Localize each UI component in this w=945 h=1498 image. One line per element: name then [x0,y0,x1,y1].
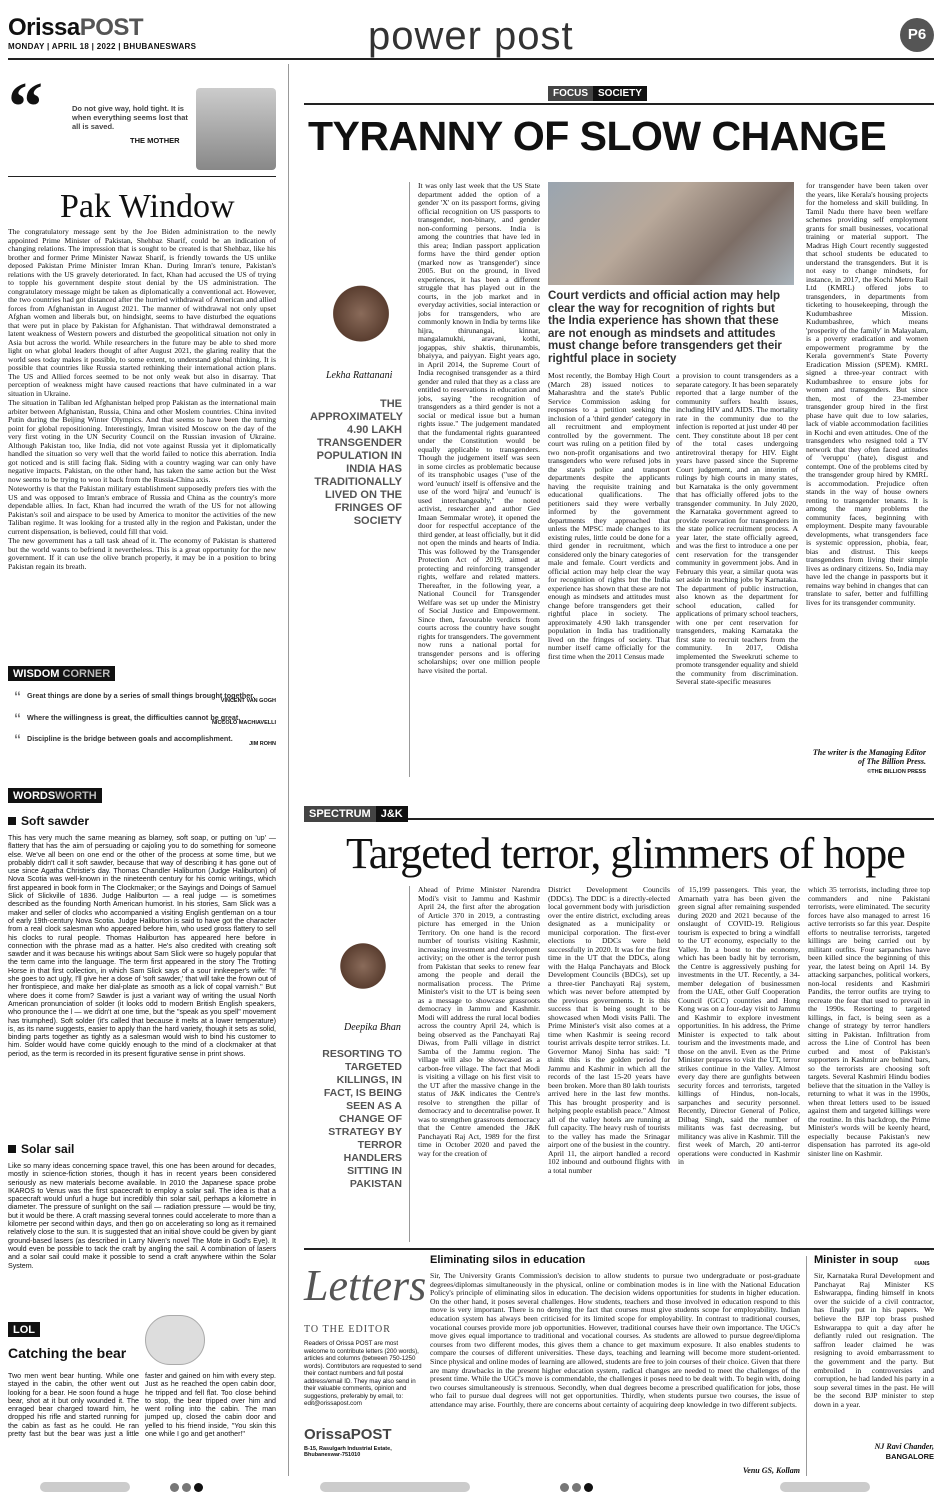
wisdom-author: JIM ROHN [249,741,276,747]
letters-logo: Letters [304,1261,427,1310]
header-label: LOL [8,1322,40,1337]
quote-icon: “ [14,688,21,704]
focus-tag: FOCUS SOCIETY [548,86,647,101]
lol-body: Two men went bear hunting. While one stayed in the cabin, the other went out looking for a bear. He soon found a huge bear, shot at it but only wounded it. The enraged bear charged toward him, he dropped his rifle and started running for the cabin as fast as he could. He ran pretty fast but the bear was just a little faster and gained on him with every step. Just as he reached the open cabin door, he tripped and fell flat. Too close behind to stop, the bear tripped over him and went rolling into the cabin. The man jumped up, closed the cabin door and yelled to his friend inside, "You skin this one while I go and get another!" [8,1372,276,1439]
author-name: Lekha Rattanani [326,370,393,381]
brand-name-a: Orissa [8,14,80,41]
column-divider [806,1256,807,1476]
protest-photo [548,182,794,285]
author-photo [326,280,396,364]
print-mark [194,1483,203,1492]
author-photo [196,88,276,170]
brand-logo [8,14,143,42]
spectrum-column: which 35 terrorists, including three top commanders and nine Pakistani terrorists, were eliminated. The security forces have also managed to arrest 16 active terrorists so far this year. Despite efforts to neutralise terrorists, targeted killings are being carried out by militant outfits. Four sarpanches have been killed since the beginning of this year, the latest being on April 14. By attacking sarpanches, political workers, non-local residents and Kashmiri Pandits, the terror outfits are trying to recreate the fear that used to prevail in the 1990s. Resorting to targeted killings, in fact, is being seen as a change of strategy by terror handlers sitting in Pakistan. Infiltration from across the Line of Control has been curbed and most of Pakistan's supporters in Kashmir are behind bars, so the terrorists are choosing soft targets. Several Kashmiri Hindu bodies believe that the situation in the Valley is returning to what it was in the 1990s, when threat letters used to be issued against them and targeted killings were the routine. In this backdrop, the Prime Minister's words will be keenly heard, especially because Pakistan's new dispensation has parroted its age-old sinister line on Kashmir. [808,886,930,1158]
letters-brand: OrissaPOST [304,1426,392,1443]
focus-column: It was only last week that the US State department added the option of a gender 'X' on its passport forms, giving official recognition on US passports to transgender, non-binary, and gender non-conforming persons. India is among the countries that have led in this area; Indian passport application forms have the third gender option (marked now as 'transgender') since 2005. But on the ground, in lived experiences, it has been a different struggle that has played out in the courts, in the job market and in everyday activities, social interaction or jobs for transgenders, who are commonly known in India by terms like hijra, thirunangai, kinnar, mangalamukhi, aravani, kothi, jogappas, shiv shaktis, thirunambis, bhaiyya, and paiyyan. Eight years ago, in April 2014, the Supreme Court of India recognised transgender as a third gender and ruled that they as a class are entitled to reservations in education and jobs, saying "the recognition of transgenders as a third gender is not a social or medical issue but a human rights issue." The judgement mandated that the fundamental rights guaranteed under the Constitution would be equally applicable to transgenders. Though the judgement itself was seen in some circles as problematic because of its transphobic usages ("use of the word 'eunuch' itself is offensive and the use of the word 'hijra' and 'eunuch' is used interchangeably," the noted activist, researcher and author Gee Imaan Semmalar wrote), it opened the door for respectful acceptance of the third gender, at least officially, but it did not open the minds and hearts of India. This was followed by the Transgender Protection Act of 2019, aimed at protecting and reinforcing transgender rights, welfare and related matters. Thereafter, in the following year, a National Council for Transgender Welfare was set up under the Ministry of Social Justice and Empowerment. Since then, favourable verdicts from courts across the country have sought rights for transgenders. The government now runs a national portal for transgender persons and is offering scholarships; over one million people have visited the portal. [418,182,540,675]
letters-address: B-15, Rasulgarh Industrial Estate, Bhubaneswar-751010 [304,1446,392,1458]
column-divider [409,886,410,1242]
print-mark [780,1482,870,1492]
laughing-face-icon [145,1315,205,1365]
print-mark [560,1483,569,1492]
letters-rule [304,1248,934,1250]
brand-name-b: POST [79,14,144,41]
spectrum-column: of 15,199 passengers. This year, the Amarnath yatra has been given the green signal after remaining suspended during 2020 and 2021 because of the onslaught of COVID-19. Religious tourism is expected to bring a windfall to the UT economy, especially to the Valley. In a boost to the economy, which has been badly hit by terrorism, the Centre is aggressively pushing for investments in the UT. Recently, a 34-member delegation of businessmen from the UAE, other Gulf Cooperation Council (GCC) countries and Hong Kong was on a four-day visit to Jammu and Kashmir to explore investment opportunities. In his address, the Prime Minister is expected to talk about tourism and the investments made, and those on the anvil. Even as the Prime Minister prepares to visit the UT, terror strikes continue in the Valley. Almost every day there are gunfights between security forces and terrorists, targeted killings of Hindus, non-locals, sarpanches and security personnel. Recently, Director General of Police, Dilbag Singh, said the number of militants was fast decreasing, but militancy was alive in Kashmir. Till the first week of March, 20 anti-terror operations were conducted in Kashmir in [678,886,800,1166]
print-mark [40,1482,130,1492]
column-divider [288,64,289,1476]
quote-icon: “ [14,710,21,726]
divider [8,176,276,177]
quote-icon: “ [14,731,21,747]
focus-headline: TYRANNY OF SLOW CHANGE [308,113,887,159]
focus-column: a provision to count transgenders as a separate category. It has been separately reported that a large number of the community suffers health issues, including HIV and AIDS. The mortality rate in the community due to the infection is reported at just under 40 per cent. They constitute about 18 per cent of the total cases undergoing antiretroviral therapy for HIV. Eight years have passed since the Supreme Court judgement, and an interim of rulings by high courts in many states, but Karnataka is the only government that has officially offered jobs to the transgender community. In July 2020, the Karnataka government agreed to provide reservation for transgenders in the state police recruitment process. A year later, the state officially agreed, and was the first to introduce a one per cent reservation for the transgender community in government jobs. And in February this year, a similar quota was set aside in teaching jobs by Karnataka. The department of public instruction, also known as the department for school education, called for applications of primary school teachers, with one per cent reservation for transgenders, making Karnataka the first state to recruit teachers from the community. In 2017, Odisha implemented the Sweekruti scheme to promote transgender equality and shield the community from discrimination. Several state-specific measures [676,372,798,686]
focus-rule [304,103,934,105]
spectrum-tag: SPECTRUM J&K [304,806,408,822]
focus-column: Most recently, the Bombay High Court (March 28) issued notices to Maharashtra and the state's Public Service Commission asking for responses to a petition seeking the inclusion of a 'third gender' category in all recruitment and employment controlled by the government. The court was ruling on a petition filed by two non-profit organisations and two transgenders who were refused jobs in the state's police and transport departments despite the applicants having the requisite training and educational qualifications. The petitioners said they were verbally informed by the government departments they approached that unless the MPSC made changes to its existing rules, little could be done for a third gender in recruitment, which considered only the binary categories of male and female. Court verdicts and official action may help clear the way for recognition of rights but the India experience has shown that these are not enough as mindsets and attitudes must change before transgenders get their rightful place in society. The approximately 4.90 lakh transgender population in India has traditionally lived on the fringes of society. That number itself came officially for the first time when the 2011 Census made [548,372,670,661]
pull-quote: THE APPROXIMATELY 4.90 LAKH TRANSGENDER POPULATION IN INDIA HAS TRADITIONALLY LIVED ON THE FRINGES OF SOCIETY [310,398,403,527]
letter-body: Sir, Karnataka Rural Development and Panchayat Raj Minister KS Eshwarappa, finding himself in knots over the suicide of a civil contractor, has finally put in his papers. We believe the BJP top brass pushed Eshwarappa to quit a day after he defiantly ruled out resignation. The saffron leader claimed he was resigning to avoid embarrassment to the government and the party. But embroiled in controversies and corruption, he had landed his party in a soup several times in the past. He will be the second BJP minister to step down in a year. [814,1272,934,1409]
spectrum-column: District Development Councils (DDCs). The DDC is a directly-elected local government body with jurisdiction over the entire district, excluding areas designated as a municipality or municipal corporation. The first-ever elections to DDCs were held successfully in 2020. It was for the first time in the UT that the DDCs, along with the Halqa Panchayats and Block Development Councils (BDCs), set up a three-tier Panchayati Raj system, which was never before attempted by the previous governments. It is this success that is being sought to be showcased when Modi visits Palli. The Prime Minister's visit also comes at a time when Kashmir is seeing record tourist arrivals despite terror strikes. Lt. Governor Manoj Sinha has said: "I think this is the golden period for Jammu and Kashmir in which all the records of the last 15-20 years have been broken. More than 80 lakh tourists arrived here in the last few months. This has brought prosperity and is helping people establish peace." Almost all of the valley hotels are running at full capacity. The heavy rush of tourists to the valley has made the Srinagar airport one of the busiest in the country. April 11, the airport handled a record 102 inbound and outbound flights with a total number [548,886,670,1175]
wisdom-item: “ Discipline is the bridge between goals and accomplishment. [14,731,233,747]
pak-window-title: Pak Window [60,188,235,225]
print-mark [572,1483,581,1492]
quote-author: THE MOTHER [130,136,180,145]
bullet-icon [8,1145,16,1153]
letter-heading: Minister in soup [814,1254,899,1266]
section-title: power post [368,14,574,58]
wisdom-author: VINCENT VAN GOGH [220,698,276,704]
pak-para: The new government has a tall task ahead of it. The economy of Pakistan is shattered but the world wants to befriend it nevertheless. This is a great opportunity for the new government. If it can use the olive branch properly, it may be in a position to bring Pakistan regain its breath. [8,537,276,571]
pak-window-body [8,228,276,646]
wisdom-author: NICCOLO MACHIAVELLI [211,720,276,726]
print-mark [320,1482,470,1492]
focus-author-note: The writer is the Managing Editor of The Billion Press. [812,748,926,766]
header-label: WISDOM CORNER [8,666,115,681]
letter-signature: NJ Ravi Chander, [874,1442,934,1451]
quote-icon: “ [8,69,43,146]
spectrum-column: Ahead of Prime Minister Narendra Modi's visit to Jammu and Kashmir April 24, the first after the abrogation of Article 370 in 2019, a contrasting picture has emerged in the Union Territory. On one hand is the record number of tourists visiting Kashmir, increasing investment and development activity; on the other is the terror push from Pakistan that seeks to renew fear among the people and derail the normalisation process. The Prime Minister's visit to the UT is being seen as a message to showcase grassroots democracy in Jammu and Kashmir. Modi will address the rural local bodies across the country April 24, which is being observed as the Panchayati Raj Diwas, from Palli village in district Samba of the Jammu region. The village will also be showcased as a carbon-free village. The fact that Modi is visiting a village on his first visit to the UT after the massive change in the status of J&K indicates the Centre's resolve to strengthen the pillar of democracy and to decentralise power. It was to strengthen grassroots democracy that the Centre amended the J&K Panchayati Raj Act, 1989 for the first time in October 2020 and paved the way for the creation of [418,886,540,1158]
spectrum-headline: Targeted terror, glimmers of hope [346,829,905,878]
soft-sawder-title: Soft sawder [8,814,89,828]
soft-sawder-body: This has very much the same meaning as blarney, soft soap, or putting on 'up' — flattery that has the aim of persuading or cajoling you to do something for someone else. We've all been on one end or the other of the process at some time, but we probably didn't call it soft sawder, because that way of describing it has gone out of use since Agatha Christie's day. Thomas Chandler Haliburton (Judge Haliburton) of Nova Scotia was well-known in the nineteenth century for his comic writings, which first appeared in book form in The Clockmaker; or the Sayings and Doings of Samuel Slick of Slickville of 1836. Judge Haliburton — a real judge — is sometimes described as the founding North American humorist. In his stories, Sam Slick was a maker and seller of clocks who accompanied a visiting English gentleman on a tour of early 19th-century Nova Scotia. Judge Haliburton is said to have got the character from a real clock salesman who appeared before him, who used gross flattery to sell his clocks to rural people. Thomas Haliburton has appeared here before in connection with the phrase mad as a hatter. He's also credited with creating soft sawder and it was because his writings about Sam Slick were so hugely popular that the term came into the language. The term first appeared in the story The Trotting Horse in that first collection, in which Sam Slick says of a sour innkeeper's wife: "If she goes to act ugly, I'll give her a dose of 'soft sawder,' that will take the frown out of her frontispiece, and make her dial-plate as smooth as a lick of copal varnish." But where does it come from? Sawder is just a variant way of writing the usual North American pronunciation of solder (it looks odd to modern British English speakers, who pronounce the l — we didn't at one time, but the "speak as you spell" movement has triumphed). Soft solder (it's called that because it melts at a lower temperature) is, as its name suggests, easier to apply than the hard variety, though it sets as solid, binding parts together as tightly as a salesman would wish to bind his customer to him. Solder would have come quickly enough to the mind of a clockmaker at that period, as the term is recorded in its present figurative sense in print shows. [8,834,276,1058]
pak-para: Noteworthy is that the Pakistan military establishment supposedly prefers ties with the US and was opposed to Imran's embrace of Russia and China as the country's more dependable allies. In fact, Khan had incurred the wrath of the US for not allowing Pakistan's soil and airspace to be used by America to monitor the activities of the new Taliban regime. It was looking for a trusted ally in the region and Pakistan, under the current dispensation, is believed, could fill that void. [8,485,276,536]
letter-city: BANGALORE [885,1452,934,1461]
photo-caption: Court verdicts and official action may help clear the way for recognition of rights but the India experience has shown that these are not enough as mindsets and attitudes must change before transgenders get their rightful place in society [548,290,782,365]
column-divider [409,182,410,777]
solar-sail-body: Like so many ideas concerning space travel, this one has been around for decades, mostly in science-fiction stories, though it has in recent years been considered seriously as new materials become available. In 2010 the Japanese space probe IKAROS to Venus was the first spacecraft to employ a solar sail. The idea is that a spacecraft would unfurl a huge but incredibly thin solar sail, perhaps a kilometre in diameter. The pressure of sunlight on the sail — radiation pressure — would be tiny, but it would be there. A craft massing several tonnes could accelerate to more than a kilometre per second within days, and then go on accelerating so long as it remained relatively close to the sun. It is suggested that an initial shove could be given by giant ground-based lasers (as described in Larry Niven's novel The Mote in God's Eye). It would even be possible to tack the craft by angling the sail. A combination of lasers and a solar sail could make it possible to send a craft anywhere within the Solar System. [8,1162,276,1270]
letter-body: Sir, The University Grants Commission's decision to allow students to pursue two undergraduate or post-graduate degrees/diplomas simultaneously in the physical, online or combination modes is in line with the National Education Policy's principle of eliminating silos in education. The decision widens opportunities for students in higher education. On the other hand, it poses several challenges. How students, teachers and those involved in education respond to this move is very important. There is no denying the fact that courses must give students scope for employability. Indian education system has always been criticised for its limited scope for employability. In contrast to traditional courses, vocational courses provide more job opportunities. However, traditional courses have their own importance. The UGC's move gives equal importance to traditional and vocational courses. As students are allowed to pursue degree/diploma courses from two different modes, this gives them a chance to get maximum exposure. It also enables students to compare the courses of different universities. These days, teaching and learning will become more student-oriented. Since physical and online modes of learning are allowed, students are free to join courses of their choice. Given that there are many drawbacks in the present higher education system, radical changes are needed to meet the challenges of the present time. While the UGC's move is commendable, the challenges it poses need to be dealt with. To begin with, doing two courses simultaneously is strenuous. Secondly, when dual degrees become a prescribed qualification for jobs, those who fail to pursue dual degrees will not get opportunities. Thirdly, when students pursue two courses, the issue of attendance may arise. Fourthly, there are concerns about certainty of acquiring deep knowledge in two different subjects. [430,1272,800,1409]
author-name: Deepika Bhan [344,1022,401,1033]
pak-para: The congratulatory message sent by the Joe Biden administration to the newly appointed Prime Minister of Pakistan, Shehbaz Sharif, could be an indication of changing relations. The impression that is sought to be created is that Shehbaz, like his brother and former Prime Minister Nawaz Sharif, is friendly towards the US unlike deposed Pakistan Prime Minister Imran Khan. During Imran's tenure, Pakistan's relations with the US gravely deteriorated. In fact, Khan had accused the US of trying to topple his government despite stout denial by the US administration. The congratulatory message might be taken as diplomatically a conventional act. However, the two countries had got distanced after the hurried withdrawal of American and allied forces from Afghanistan in August 2021. The manner of withdrawal not only upset Afghan women and liberals but, on hindsight, seems to have disturbed the equations that were put in place by Pakistan for Afghanistan. That withdrawal demonstrated a latent weakness of Western powers and disturbed the geopolitical situation not only in Asia but across the world. While researchers in the future may be able to shed more light on what global leaders thought of after August 2021, the glaring reality that the world sees today makes it possible, to some extent, to understand global thinking. It is possible that countries like Russia started rethinking their international action plans. The US and Allied forces seemed to be not only weak but also in disarray. That perception of weakness might have caused reactions that have culminated in a war situation in Ukraine. [8,228,276,398]
print-mark [170,1483,179,1492]
print-mark [182,1483,191,1492]
masthead-rule [8,58,934,60]
pak-para: The situation in Taliban led Afghanistan helped prop Pakistan as the international main arbiter between Afghanistan, Russia, China and other Moslem countries. China invited Putin during the Beijing Winter Olympics. And that seems to have been the turning point for global repositioning. Interestingly, Imran visited Moscow on the day of the very first voting in the UN Security Council on the Russian invasion of Ukraine. Although Pakistan too, like India, did not vote against Russia yet it diplomatically handled the situation so very well that the world failed to notice this aberration. India got noticed and is still facing flak. Siding with a country waging war can only have negative impacts. Pakistan, on the other hand, has taken the same action but the West now seems to be trying to woo it back from the Russia-China axis. [8,399,276,484]
lol-header [8,1320,138,1335]
quote-text: Do not give way, hold tight. It is when everything seems lost that all is saved. [72,104,188,131]
lol-title: Catching the bear [8,1345,127,1361]
header-label: WORDSWORTH [8,788,102,803]
wisdom-corner-header [8,664,276,679]
wisdom-item: “ Great things are done by a series of small things brought together. [14,688,255,704]
page-number-badge: P6 [900,18,934,52]
bullet-icon [8,817,16,825]
focus-credit: ©THE BILLION PRESS [867,769,926,775]
author-photo [336,938,390,1008]
solar-sail-title: Solar sail [8,1142,74,1156]
letters-info: Readers of Orissa POST are most welcome to contribute letters (200 words), articles and columns (between 750-1250 words). Contributors are requested to send their contact numbers and full postal address/email ID. They may also send in their valuable comments, opinion and suggestions, preferably by email, to: edit@orissapost.com [304,1340,422,1407]
letter-heading: Eliminating silos in education [430,1254,586,1266]
focus-column: for transgender have been taken over the years, like Kerala's housing projects for the homeless and skill building. In Tamil Nadu there have been welfare schemes providing self employment grants for small businesses, vocational training or material support. The Madras High Court recently suggested that school students be educated to understand the transgenders. But it is not easy to change mindsets, for instance, in 2017, the Kochi Metro Rail Ltd (KMRL) offered jobs to transgenders, in departments from ticketing to housekeeping, through the Kudumbashree Mission. Kudumbashree, which means 'prosperity of the family' in Malayalam, is a poverty eradication and women empowerment programme by the Kerala government's State Poverty Eradication Mission (SPEM). KMRL signed a three-year contract with Kudumbashree to ensure jobs for women and transgenders. But since then, most of the 23-member transgender group hired in the first phase have quit due to low salaries, lack of viable accommodation facilities in Kochi and even attitudes. One of the transgenders who resigned told a TV network that they often faced attitudes of 'veruppu' (hate), disgust and contempt. One of the problems cited by the transgender group hired by KMRL is accommodation. Prejudice often stands in the way of house owners renting to transgender tenants. It is among the many problems the community faces, beginning with employment. Despite many favourable developments, what transgenders face is systemic oppression, phobia, fear, bias and distrust. This keeps transgenders from living their simple lives as ordinary citizens. So, India may have led the change in passports but it remains way behind in changes that can translate to safer, better and fulfilling lives for its transgender community. [806,182,928,607]
wordsworth-header [8,786,276,801]
spectrum-credit: ©IANS [914,1261,930,1267]
pull-quote: RESORTING TO TARGETED KILLINGS, IN FACT, IS BEING SEEN AS A CHANGE OF STRATEGY BY TERROR HANDLERS SITTING IN PAKISTAN [322,1048,402,1190]
letter-signature: Venu GS, Kollam [742,1466,800,1475]
print-mark [584,1483,593,1492]
wisdom-item: “ Where the willingness is great, the difficulties cannot be great. [14,710,241,726]
edition-date: MONDAY | APRIL 18 | 2022 | BHUBANESWARS [8,42,197,51]
letters-subtitle: TO THE EDITOR [304,1324,391,1335]
